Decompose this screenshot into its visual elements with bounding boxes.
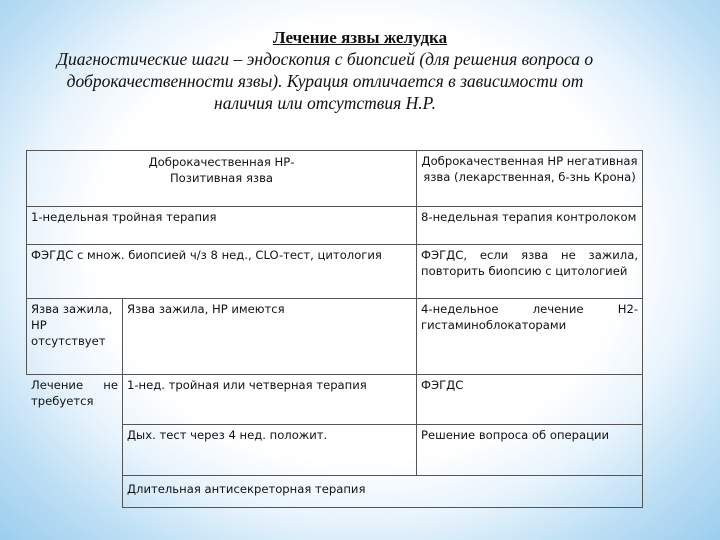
table-cell: Язва зажила, НР имеются	[123, 299, 417, 375]
treatment-table	[26, 150, 643, 508]
table-cell: 4-недельное лечение Н2-гистаминоблокаторами	[417, 299, 643, 375]
table-row	[27, 375, 643, 425]
page-title: Лечение язвы желудка	[272, 28, 448, 47]
table-row	[27, 207, 643, 245]
table-cell: ФЭГДС	[417, 375, 643, 425]
table-cell: 8-недельная терапия контролоком	[417, 207, 643, 245]
table-cell: Длительная антисекреторная терапия	[123, 476, 643, 508]
table-cell: Лечение не требуется	[27, 375, 123, 508]
table-row	[27, 299, 643, 375]
table-cell: 1-нед. тройная или четверная терапия	[123, 375, 417, 425]
table-row	[27, 151, 643, 207]
table-cell: Решение вопроса об операции	[417, 425, 643, 476]
table-cell: Доброкачественная НР- Позитивная язва	[27, 151, 417, 207]
table-cell: ФЭГДС с множ. биопсией ч/з 8 нед., CLO-тест, цитология	[27, 245, 417, 299]
table-cell: Дых. тест через 4 нед. положит.	[123, 425, 417, 476]
table-cell: ФЭГДС, если язва не зажила, повторить биопсию с цитологией	[417, 245, 643, 299]
page-subtitle: Диагностические шаги – эндоскопия с биопсией (для решения вопроса о доброкачественности язвы). Курация отличается в зависимости от наличия или отсутствия Н.Р.	[56, 49, 594, 113]
table-row	[27, 245, 643, 299]
table-cell: Доброкачественная НР негативная язва (лекарственная, б-знь Крона)	[417, 151, 643, 207]
table-cell: Язва зажила, НР отсутствует	[27, 299, 123, 375]
table-cell: 1-недельная тройная терапия	[27, 207, 417, 245]
